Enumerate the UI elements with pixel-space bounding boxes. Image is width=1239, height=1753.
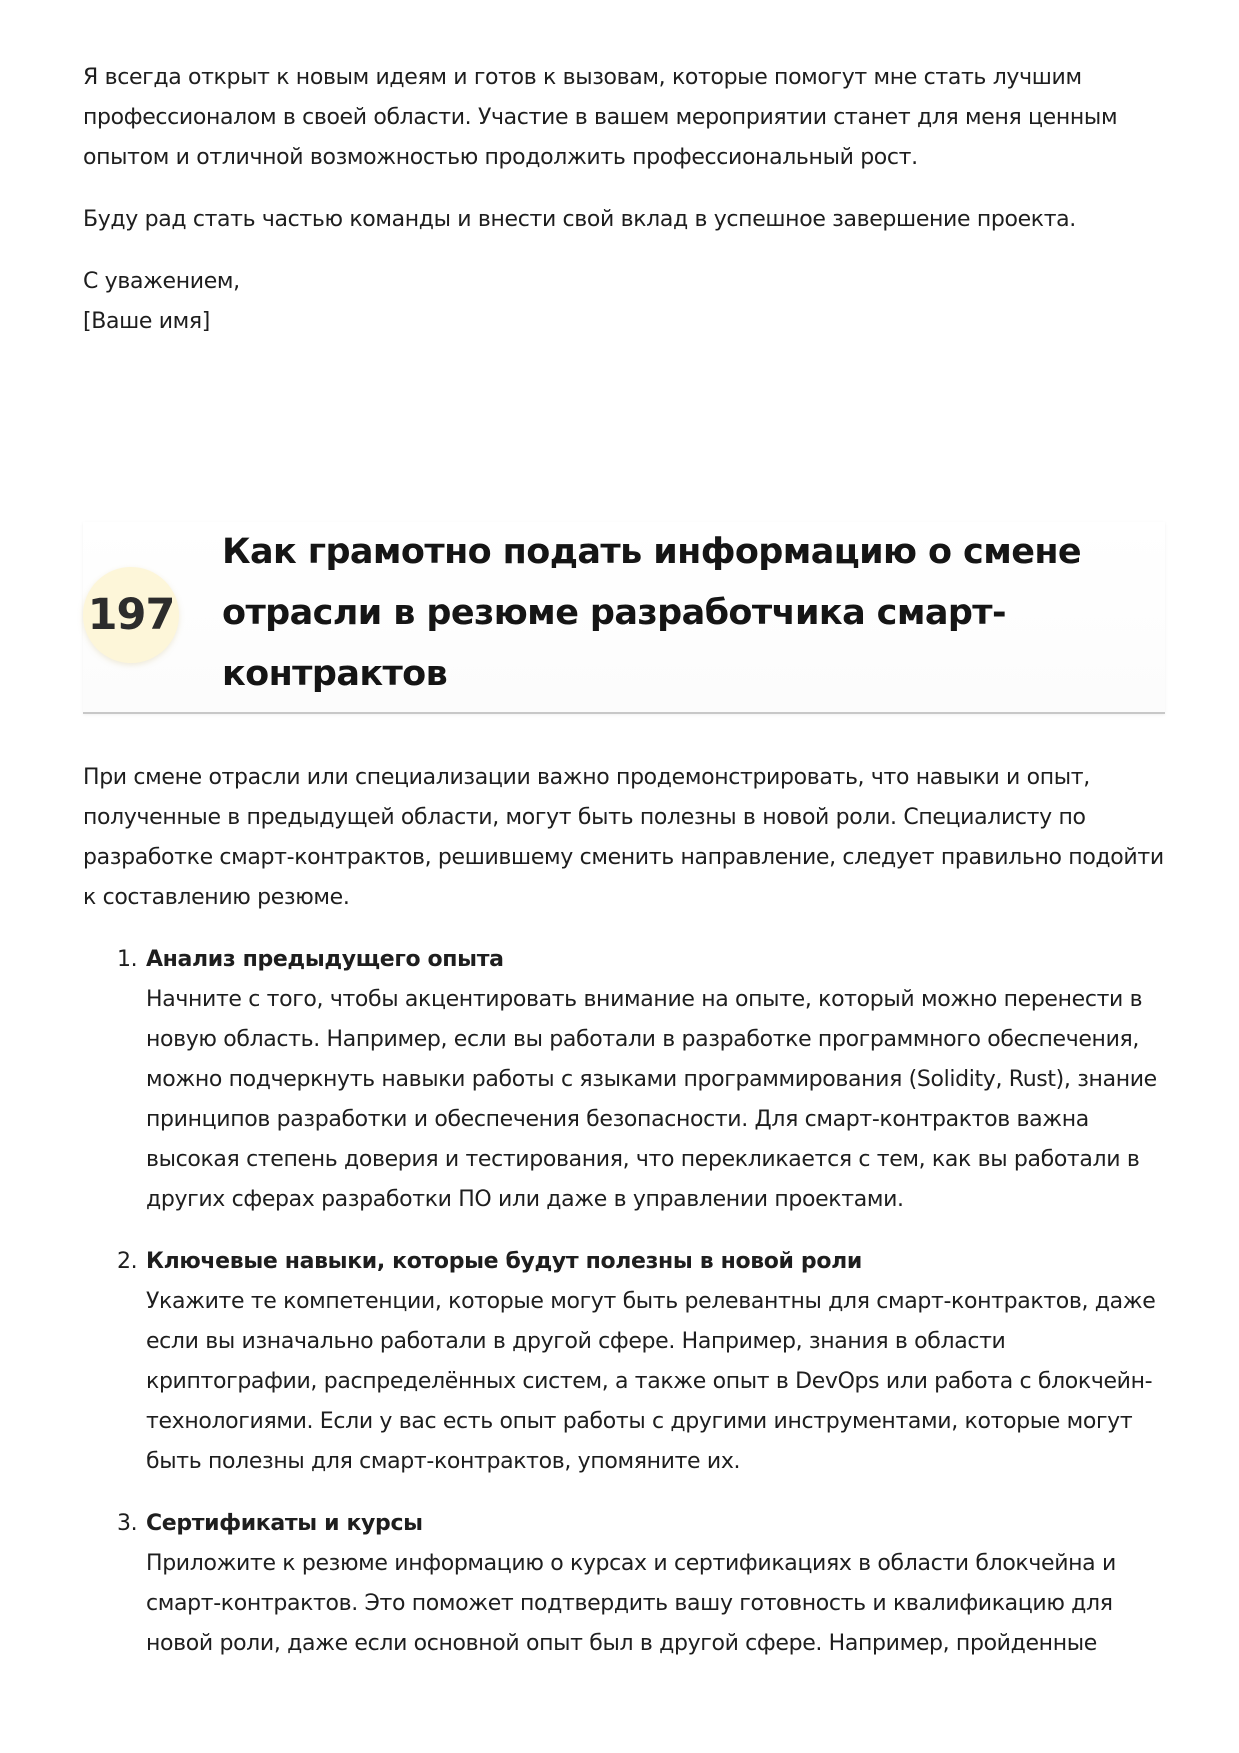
list-item-title: Ключевые навыки, которые будут полезны в новой роли: [146, 1249, 862, 1274]
list-item-text: Приложите к резюме информацию о курсах и сертификациях в области блокчейна и смарт-контрактов. Это поможет подтвердить вашу готовность и квалификацию для новой роли, даже если основной опыт был в другой сфере. Например, пройденные: [146, 1551, 1116, 1656]
section-header: [83, 522, 1165, 714]
list-item-index: 3.: [117, 1511, 138, 1536]
section-body: [83, 758, 1165, 1686]
closing-block: [83, 262, 1165, 342]
letter-ending: [83, 58, 1165, 342]
list-item-index: 1.: [117, 947, 138, 972]
section-lead-paragraph: При смене отрасли или специализации важно продемонстрировать, что навыки и опыт, полученные в предыдущей области, могут быть полезны в новой роли. Специалисту по разработке смарт-контрактов, решившему сменить направление, следует правильно подойти к составлению резюме.: [83, 765, 1164, 910]
list-item: [83, 940, 1165, 1220]
section-number-badge: 197: [83, 567, 179, 663]
list-item-text: Начните с того, чтобы акцентировать внимание на опыте, который можно перенести в новую область. Например, если вы работали в разработке программного обеспечения, можно подчеркнуть навыки работы с языками программирования (Solidity, Rust), знание принципов разработки и обеспечения безопасности. Для смарт-контрактов важна высокая степень доверия и тестирования, что перекликается с тем, как вы работали в других сферах разработки ПО или даже в управлении проектами.: [146, 987, 1157, 1212]
list-item-index: 2.: [117, 1249, 138, 1274]
intro-paragraph: Буду рад стать частью команды и внести свой вклад в успешное завершение проекта.: [83, 207, 1076, 232]
list-item: [83, 1504, 1165, 1664]
list-item-title: Сертификаты и курсы: [146, 1511, 423, 1536]
list-item: [83, 1242, 1165, 1482]
list-item-title: Анализ предыдущего опыта: [146, 947, 504, 972]
steps-list: [83, 940, 1165, 1664]
list-item-text: Укажите те компетенции, которые могут быть релевантны для смарт-контрактов, даже если вы изначально работали в другой сфере. Например, знания в области криптографии, распределённых систем, а также опыт в DevOps или работа с блокчейн-технологиями. Если у вас есть опыт работы с другими инструментами, которые могут быть полезны для смарт-контрактов, упомяните их.: [146, 1289, 1156, 1474]
section-title: Как грамотно подать информацию о смене отрасли в резюме разработчика смарт-контрактов: [222, 532, 1082, 694]
closing-line: С уважением,: [83, 269, 240, 294]
signature-placeholder: [Ваше имя]: [83, 309, 211, 334]
intro-paragraph: Я всегда открыт к новым идеям и готов к вызовам, которые помогут мне стать лучшим профессионалом в своей области. Участие в вашем мероприятии станет для меня ценным опытом и отличной возможностью продолжить профессиональный рост.: [83, 65, 1118, 170]
